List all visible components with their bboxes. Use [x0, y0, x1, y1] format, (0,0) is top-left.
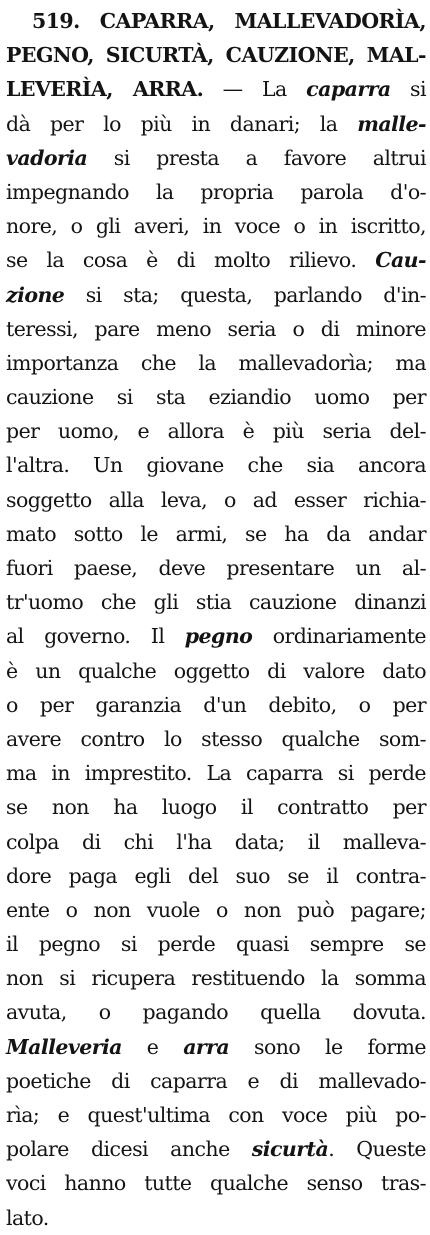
- text-segment: cauzione si sta eziandio uomo per: [6, 385, 426, 410]
- italic-term: arra: [183, 1034, 230, 1059]
- text-line: [6, 483, 426, 517]
- text-segment: avuta, o pagando quella dovuta.: [6, 1000, 426, 1025]
- text-line: [6, 312, 426, 346]
- entry-headword: 519. CAPARRA, M: [32, 9, 257, 33]
- entry-headword: ALLEVADORÌA: [256, 9, 420, 33]
- text-segment: il pegno si perde quasi sempre se: [6, 932, 426, 957]
- text-line: [6, 72, 426, 106]
- text-segment: ma in imprestito. La caparra si perde: [6, 761, 426, 786]
- text-line: [6, 448, 426, 482]
- text-segment: poetiche di caparra e di mallevado-: [6, 1068, 426, 1093]
- text-segment: mato sotto le armi, se ha da andar: [6, 521, 426, 546]
- text-line: [6, 1201, 426, 1235]
- text-line: [6, 825, 426, 859]
- text-line: [6, 243, 426, 277]
- italic-term: sicurtà: [251, 1137, 329, 1162]
- text-line: [6, 619, 426, 653]
- text-segment: importanza che la mallevadorìa; ma: [6, 350, 426, 375]
- text-line: [6, 961, 426, 995]
- text-line: [6, 927, 426, 961]
- text-line: [6, 859, 426, 893]
- italic-term: caparra: [306, 77, 391, 102]
- text-segment: l'altra. Un giovane che sia ancora: [6, 453, 426, 478]
- text-segment: polare dicesi anche: [6, 1137, 252, 1162]
- text-segment: nore, o gli averi, in voce o in iscritto,: [6, 214, 426, 239]
- entry-headword: LEVERÌA, ARRA.: [6, 77, 204, 102]
- text-segment: ente o non vuole o non può pagare;: [6, 897, 426, 922]
- text-segment: se non ha luogo il contratto per: [6, 795, 426, 820]
- italic-term: zione: [6, 282, 65, 307]
- text-segment: lato.: [6, 1205, 49, 1230]
- italic-term: Cau-: [375, 248, 426, 273]
- italic-term: vadoria: [6, 145, 88, 170]
- text-line: [6, 756, 426, 790]
- text-segment: si presta a favore altrui: [87, 145, 426, 170]
- text-segment: impegnando la propria parola d'o-: [6, 179, 426, 204]
- text-line: [6, 1166, 426, 1200]
- text-segment: voci hanno tutte qualche senso tras-: [6, 1171, 426, 1196]
- text-line: [6, 38, 426, 72]
- text-segment: rìa; e quest'ultima con voce più po-: [6, 1103, 426, 1127]
- text-line: [6, 1132, 426, 1166]
- text-segment: si sta; questa, parlando d'in-: [64, 282, 426, 307]
- entry-headword: PEGNO, SICURTÀ, CAUZIONE, MAL-: [6, 43, 426, 68]
- text-segment: tr'uomo che gli stia cauzione dinanzi: [6, 590, 426, 615]
- text-segment: se la cosa è di molto rilievo.: [6, 248, 376, 273]
- text-segment: al governo. Il: [6, 624, 185, 649]
- text-line: [6, 1064, 426, 1098]
- text-line: [6, 585, 426, 619]
- text-line: [6, 688, 426, 722]
- text-segment: — La: [203, 77, 307, 102]
- text-segment: si: [390, 77, 426, 102]
- text-segment: sono le forme: [229, 1034, 427, 1059]
- text-segment: teressi, pare meno seria o di minore: [6, 316, 426, 341]
- text-line: [6, 107, 426, 141]
- italic-term: malle-: [357, 111, 426, 136]
- text-segment: avere contro lo stesso qualche som-: [6, 726, 426, 751]
- text-segment: non si ricupera restituendo la somma: [6, 966, 426, 991]
- text-line: [6, 893, 426, 927]
- text-segment: per uomo, e allora è più seria del-: [6, 419, 426, 444]
- text-line: [6, 209, 426, 243]
- italic-term: pegno: [184, 624, 253, 649]
- text-line: [6, 551, 426, 585]
- text-segment: è un qualche oggetto di valore dato: [6, 658, 426, 683]
- text-line: [6, 1098, 426, 1132]
- text-segment: ordinariamente: [252, 624, 426, 649]
- text-segment: dà per lo più in danari; la: [6, 111, 358, 136]
- text-segment: soggetto alla leva, o ad esser richia-: [6, 487, 426, 512]
- text-line: [6, 141, 426, 175]
- dictionary-entry: [6, 4, 426, 1235]
- text-line: [6, 346, 426, 380]
- italic-term: Malleveria: [6, 1034, 122, 1059]
- text-line: [6, 175, 426, 209]
- text-line: [6, 1030, 426, 1064]
- text-line: [6, 654, 426, 688]
- text-line: [6, 414, 426, 448]
- text-segment: o per garanzia d'un debito, o per: [6, 692, 426, 717]
- entry-heading-line: [6, 4, 426, 38]
- text-segment: e: [121, 1034, 184, 1059]
- text-line: [6, 722, 426, 756]
- text-line: [6, 278, 426, 312]
- text-segment: fuori paese, deve presentare un al-: [6, 556, 426, 580]
- text-segment: colpa di chi l'ha data; il malleva-: [6, 829, 426, 854]
- entry-headword: ,: [419, 9, 426, 33]
- text-line: [6, 995, 426, 1029]
- text-segment: dore paga egli del suo se il contra-: [6, 863, 426, 888]
- text-line: [6, 790, 426, 824]
- text-line: [6, 517, 426, 551]
- text-segment: . Queste: [328, 1137, 426, 1162]
- text-line: [6, 380, 426, 414]
